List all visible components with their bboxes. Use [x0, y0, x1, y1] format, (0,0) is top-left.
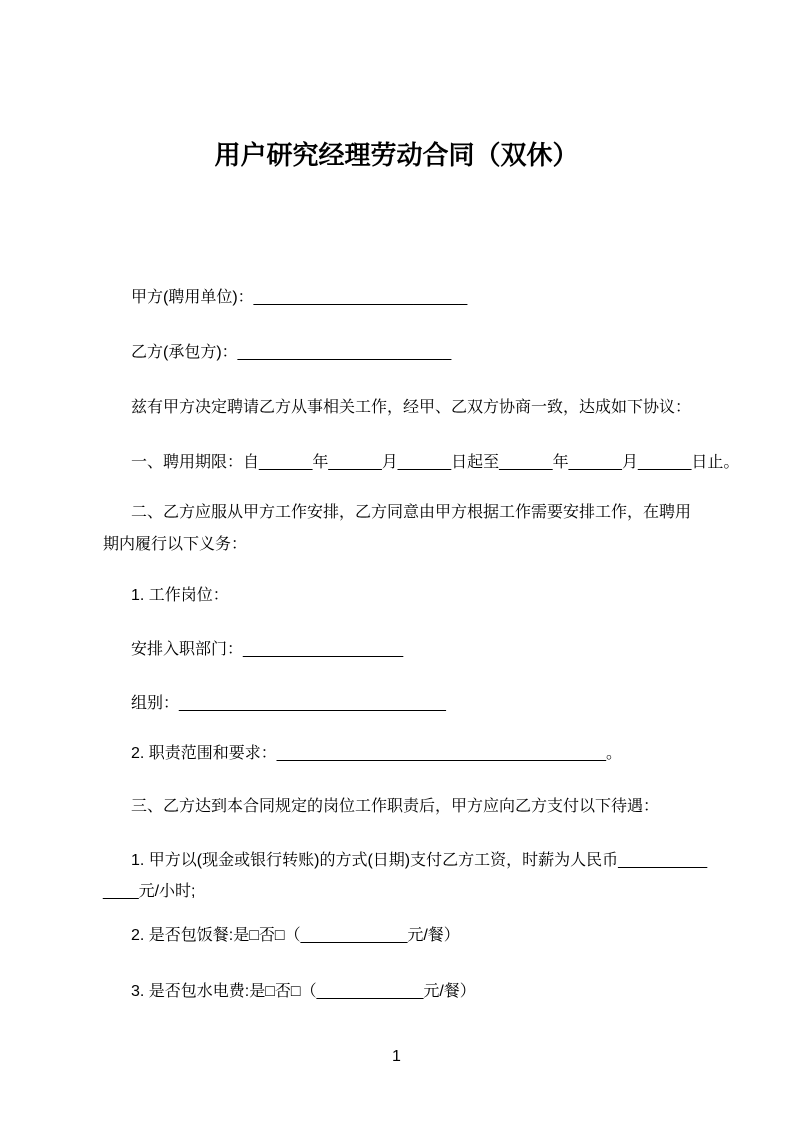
preamble-line: 兹有甲方决定聘请乙方从事相关工作，经甲、乙双方协商一致，达成如下协议：	[131, 399, 692, 416]
clause-three-line: 三、乙方达到本合同规定的岗位工作职责后，甲方应向乙方支付以下待遇：	[131, 798, 660, 815]
utilities-included-line: 3. 是否包水电费:是□否□（____________元/餐）	[131, 983, 476, 1000]
meals-included-line: 2. 是否包饭餐:是□否□（____________元/餐）	[131, 927, 460, 944]
wage-line-2: ____元/小时;	[103, 883, 196, 900]
party-b-line: 乙方(承包方)：________________________	[131, 344, 452, 361]
group-line: 组别：______________________________	[131, 695, 446, 712]
department-line: 安排入职部门：__________________	[131, 641, 404, 658]
document-title: 用户研究经理劳动合同（双休）	[214, 140, 579, 170]
wage-line-1: 1. 甲方以(现金或银行转账)的方式(日期)支付乙方工资，时薪为人民币__________	[131, 852, 708, 869]
party-a-line: 甲方(聘用单位)：________________________	[131, 289, 468, 306]
clause-two-line-1: 二、乙方应服从甲方工作安排，乙方同意由甲方根据工作需要安排工作，在聘用	[131, 504, 692, 521]
work-position-line: 1. 工作岗位：	[131, 587, 229, 604]
page-number: 1	[392, 1048, 401, 1065]
clause-one-term-line: 一、聘用期限：自______年______月______日起至______年______月______日止。	[131, 454, 740, 471]
clause-two-line-2: 期内履行以下义务：	[103, 536, 248, 553]
duties-scope-line: 2. 职责范围和要求：_____________________________________。	[131, 745, 623, 762]
